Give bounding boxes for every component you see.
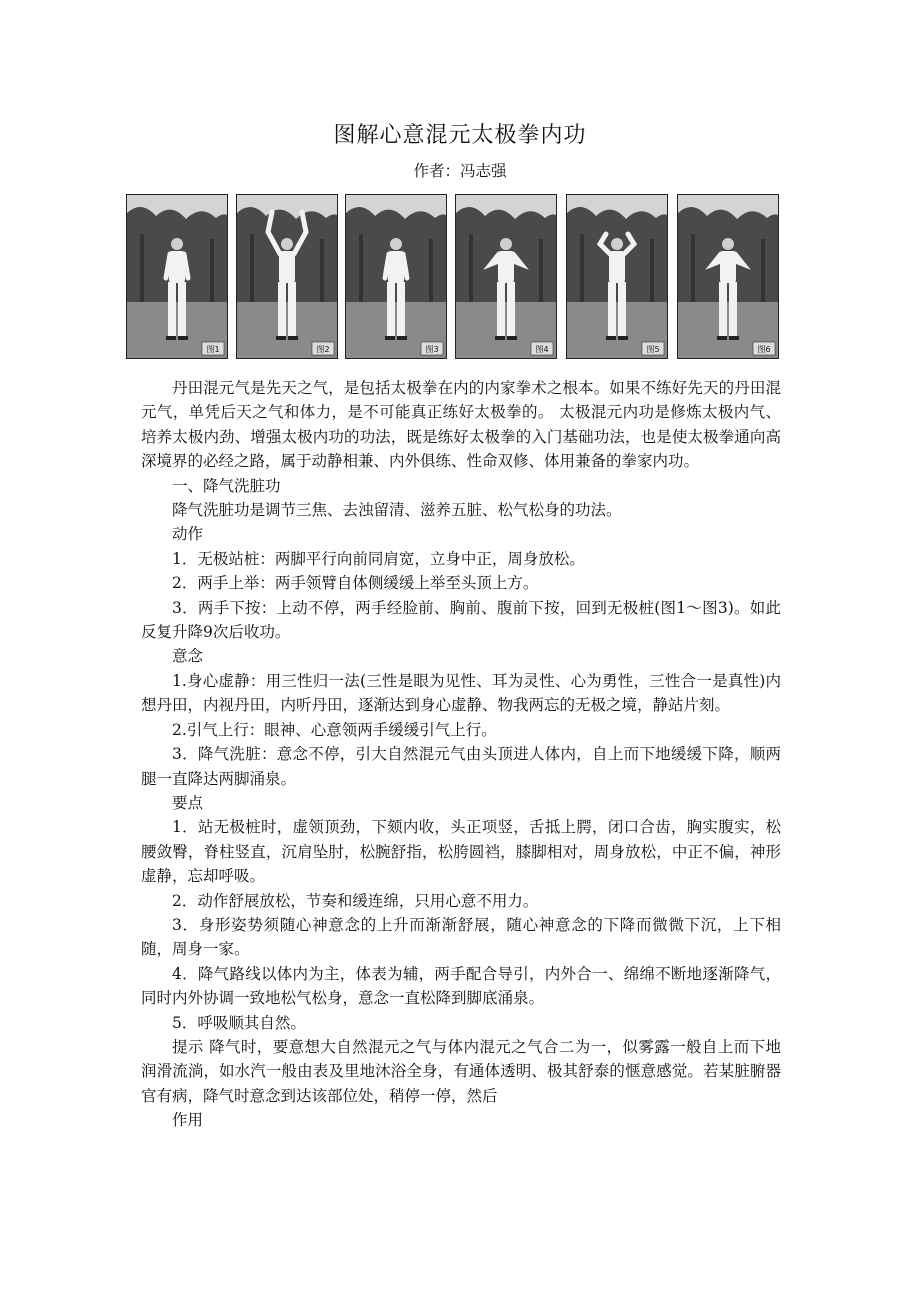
tree-trunk bbox=[761, 239, 765, 304]
tree-trunk bbox=[210, 239, 214, 304]
section-heading: 一、降气洗脏功 bbox=[172, 476, 281, 495]
left-leg bbox=[719, 282, 727, 337]
tree-trunk bbox=[429, 239, 433, 304]
head bbox=[171, 238, 183, 250]
document-title: 图解心意混元太极拳内功 bbox=[333, 123, 587, 148]
right-shoe bbox=[178, 336, 188, 340]
tree-trunk bbox=[650, 239, 654, 304]
subheading-key-points: 要点 bbox=[172, 793, 204, 812]
photo-scene bbox=[345, 194, 447, 359]
tree-trunk bbox=[359, 234, 363, 304]
figure-photo-5 bbox=[566, 194, 668, 359]
figure-photo-6 bbox=[677, 194, 779, 359]
right-shoe bbox=[618, 336, 628, 340]
photo-scene bbox=[566, 194, 668, 359]
head bbox=[722, 238, 734, 250]
left-shoe bbox=[166, 336, 176, 340]
right-shoe bbox=[729, 336, 739, 340]
figure-photo-2 bbox=[236, 194, 338, 359]
left-shoe bbox=[606, 336, 616, 340]
tree-trunk bbox=[140, 234, 144, 304]
left-leg bbox=[608, 282, 616, 337]
left-leg bbox=[387, 282, 395, 337]
list-item: 1．无极站桩：两脚平行向前同肩宽，立身中正，周身放松。 bbox=[172, 549, 585, 568]
photo-scene bbox=[455, 194, 557, 359]
right-leg bbox=[178, 282, 186, 337]
list-item: 3．身形姿势须随心神意念的上升而渐渐舒展，随心神意念的下降而微微下沉，上下相随，周身一家。 bbox=[141, 915, 781, 959]
figure-caption: 图2 bbox=[316, 345, 330, 354]
figure-caption: 图3 bbox=[425, 345, 439, 354]
paragraph-intro: 丹田混元气是先天之气，是包括太极拳在内的内家拳术之根本。如果不练好先天的丹田混元气，单凭后天之气和体力，是不可能真正练好太极拳的。 太极混元内功是修炼太极内气、培养太极内劲、增强太极内功的功法，既是练好太极拳的入门基础功法，也是使太极拳通向高深境界的必经之路，属于动静相兼、内外俱练、性命双修、体用兼备的拳家内功。 bbox=[141, 379, 781, 471]
right-leg bbox=[507, 282, 515, 337]
figure-photo-1 bbox=[126, 194, 228, 359]
right-leg bbox=[288, 282, 296, 337]
document-author: 作者：冯志强 bbox=[413, 162, 507, 180]
list-item: 4．降气路线以体内为主，体表为辅，两手配合导引，内外合一、绵绵不断地逐渐降气，同时内外协调一致地松气松身，意念一直松降到脚底涌泉。 bbox=[141, 964, 781, 1008]
left-shoe bbox=[495, 336, 505, 340]
right-shoe bbox=[507, 336, 517, 340]
right-leg bbox=[397, 282, 405, 337]
head bbox=[500, 238, 512, 250]
tree-trunk bbox=[539, 239, 543, 304]
list-item: 1．站无极桩时，虚领顶劲，下颏内收，头正项竖，舌抵上腭，闭口合齿，胸实腹实，松腰敛臀，脊柱竖直，沉肩坠肘，松腕舒指，松胯圆裆，膝脚相对，周身放松，中正不偏，神形虚静，忘却呼吸。 bbox=[141, 818, 781, 886]
right-leg bbox=[729, 282, 737, 337]
figure-caption: 图1 bbox=[206, 345, 220, 354]
photo-scene bbox=[236, 194, 338, 359]
tree-trunk bbox=[580, 234, 584, 304]
list-item: 1.身心虚静：用三性归一法(三性是眼为见性、耳为灵性、心为勇性，三性合一是真性)内想丹田，内视丹田，内听丹田，逐渐达到身心虚静、物我两忘的无极之境，静站片刻。 bbox=[141, 671, 781, 715]
list-item: 3．降气洗脏：意念不停，引大自然混元气由头顶进人体内，自上而下地缓缓下降，顺两腿一直降达两脚涌泉。 bbox=[141, 745, 781, 788]
head bbox=[611, 238, 623, 250]
right-shoe bbox=[288, 336, 298, 340]
tree-trunk bbox=[320, 239, 324, 304]
photo-scene bbox=[677, 194, 779, 359]
tree-trunk bbox=[469, 234, 473, 304]
figure-caption: 图6 bbox=[757, 345, 771, 354]
left-shoe bbox=[276, 336, 286, 340]
list-item: 2.引气上行：眼神、心意领两手缓缓引气上行。 bbox=[172, 720, 497, 739]
subheading-effect: 作用 bbox=[172, 1111, 204, 1130]
left-leg bbox=[497, 282, 505, 337]
paragraph: 降气洗脏功是调节三焦、去浊留清、滋养五脏、松气松身的功法。 bbox=[172, 501, 622, 520]
paragraph-tip: 提示 降气时，要意想大自然混元之气与体内混元之气合二为一，似雾露一般自上而下地润滑流淌，如水汽一般由表及里地沐浴全身，有通体透明、极其舒泰的惬意感觉。若某脏腑器官有病，降气时意念到达该部位处，稍停一停，然后 bbox=[141, 1037, 781, 1105]
list-item: 2．两手上举：两手领臂自体侧缓缓上举至头顶上方。 bbox=[172, 574, 539, 593]
figure-caption: 图4 bbox=[535, 345, 549, 354]
subheading-intention: 意念 bbox=[172, 647, 204, 666]
article-body bbox=[141, 376, 781, 1133]
tree-trunk bbox=[250, 234, 254, 304]
list-item: 2．动作舒展放松，节奏和缓连绵，只用心意不用力。 bbox=[172, 891, 539, 910]
photo-strip bbox=[126, 194, 780, 359]
right-leg bbox=[618, 282, 626, 337]
left-leg bbox=[278, 282, 286, 337]
subheading-actions: 动作 bbox=[172, 525, 204, 544]
figure-photo-3 bbox=[345, 194, 447, 359]
figure-photo-4 bbox=[455, 194, 557, 359]
left-shoe bbox=[385, 336, 395, 340]
head bbox=[390, 238, 402, 250]
figure-caption: 图5 bbox=[646, 345, 660, 354]
list-item: 3．两手下按：上动不停，两手经脸前、胸前、腹前下按，回到无极桩(图1～图3)。如此反复升降9次后收功。 bbox=[141, 598, 781, 642]
left-shoe bbox=[717, 336, 727, 340]
head bbox=[281, 238, 293, 250]
right-shoe bbox=[397, 336, 407, 340]
left-leg bbox=[168, 282, 176, 337]
tree-trunk bbox=[691, 234, 695, 304]
list-item: 5．呼吸顺其自然。 bbox=[172, 1013, 306, 1032]
photo-scene bbox=[126, 194, 228, 359]
